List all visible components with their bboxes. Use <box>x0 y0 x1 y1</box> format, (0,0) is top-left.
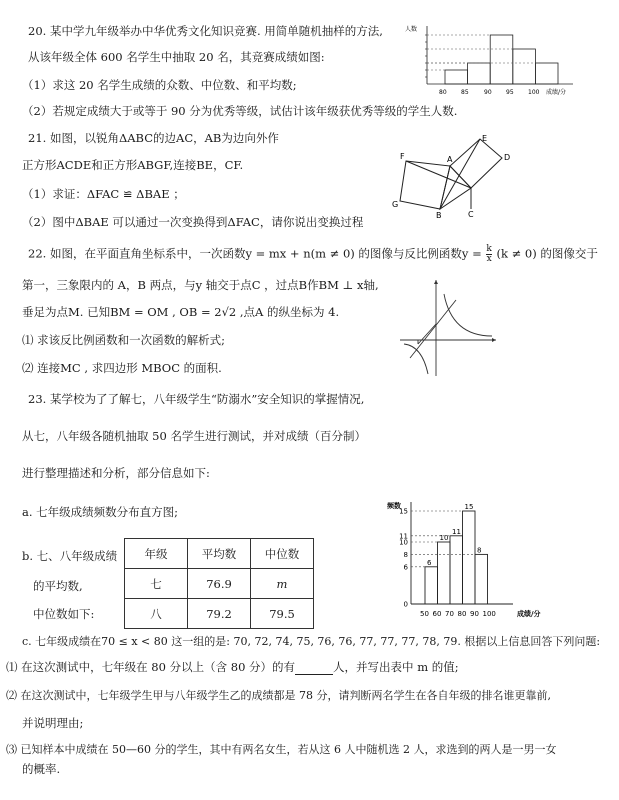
table-header: 年级 <box>125 539 188 569</box>
q23-ytick: 0 <box>403 600 408 609</box>
q23-item-a: a. 七年级成绩频数分布直方图; <box>22 505 179 519</box>
q20-bar <box>468 63 491 84</box>
q22-frac-den: x <box>486 254 492 264</box>
q23-bar <box>450 536 463 604</box>
q22-frac-num: k <box>486 244 492 254</box>
q22-line1b: (k ≠ 0) 的图像交于 <box>496 246 598 261</box>
q21-label-B: B <box>436 211 442 220</box>
table-cell: m <box>251 569 314 599</box>
table-cell: 八 <box>125 599 188 629</box>
q22-part1: ⑴ 求该反比例函数和一次函数的解析式; <box>22 333 226 347</box>
table-cell: 76.9 <box>188 569 251 599</box>
q21-label-G: G <box>392 200 399 209</box>
q23-bar <box>438 542 451 604</box>
q20-bar <box>490 35 513 84</box>
q23-sub1b: 人，并写出表中 m 的值; <box>333 660 459 674</box>
q20-xtick: 90 <box>484 89 492 96</box>
q23-bar <box>425 567 438 604</box>
q23-sub3a: ⑶ 已知样本中成绩在 50—60 分的学生，其中有两名女生，若从这 6 人中随机选 2 人，求选到的两人是一男一女 <box>6 743 557 756</box>
q21-label-C: C <box>468 210 474 219</box>
q20-bar <box>535 63 558 84</box>
q23-ytick: 15 <box>399 507 408 516</box>
q23-stats-table <box>124 538 314 629</box>
q21-part1: （1）求证：ΔFAC ≌ ΔBAE ； <box>22 187 185 201</box>
q22-part2: ⑵ 连接MC , 求四边形 MBOC 的面积. <box>22 361 222 375</box>
q21-label-F: F <box>400 152 405 161</box>
q20-line2: 从该年级全体 600 名学生中抽取 20 名，其竞赛成绩如图: <box>28 50 325 64</box>
q23-sub1 <box>6 660 459 675</box>
q21-label-A: A <box>447 155 453 164</box>
q23-xtick: 100 <box>482 610 496 618</box>
q23-ytick: 8 <box>403 550 408 559</box>
table-header: 中位数 <box>251 539 314 569</box>
q20-line1: 20. 某中学九年级举办中华优秀文化知识竞赛. 用简单随机抽样的方法, <box>28 24 383 38</box>
q22-line1 <box>28 245 598 264</box>
q23-item-b1: b. 七、八年级成绩 <box>22 549 118 563</box>
q20-ylabel: 人数 <box>405 26 418 33</box>
q23-ylabel: 频数 <box>387 502 401 510</box>
q21-label-D: D <box>504 153 511 162</box>
q23-line2: 从七，八年级各随机抽取 50 名学生进行测试，并对成绩（百分制） <box>22 429 366 443</box>
q23-histogram <box>385 498 565 623</box>
q23-bar-label: 15 <box>464 503 474 511</box>
q20-part2: （2）若规定成绩大于或等于 90 分为优秀等级，试估计该年级获优秀等级的学生人数. <box>22 104 458 118</box>
q20-xtick: 100 <box>528 89 540 96</box>
q23-item-b3: 中位数如下: <box>33 607 95 621</box>
q23-ytick: 10 <box>399 538 408 547</box>
q20-xlabel: 成绩/分 <box>546 89 567 96</box>
table-row <box>125 539 314 569</box>
q23-bar-label: 6 <box>427 558 432 567</box>
q23-sub2b: 并说明理由; <box>22 716 84 730</box>
table-cell: 79.2 <box>188 599 251 629</box>
q23-line3: 进行整理描述和分析，部分信息如下: <box>22 466 210 480</box>
q23-bar <box>475 554 488 604</box>
table-cell: 七 <box>125 569 188 599</box>
q23-xtick: 90 <box>470 610 479 618</box>
q23-bar-label: 11 <box>452 527 461 536</box>
q23-line1: 23. 某学校为了了解七，八年级学生“防溺水”安全知识的掌握情况, <box>28 392 365 406</box>
q23-xlabel: 成绩/分 <box>517 610 541 618</box>
q20-histogram <box>405 22 580 97</box>
q23-bar <box>463 511 476 604</box>
q20-bar <box>513 49 536 84</box>
q21-line2: 正方形ACDE和正方形ABGF,连接BE，CF. <box>22 158 244 172</box>
q20-xtick: 95 <box>506 89 514 96</box>
q23-ytick: 11 <box>399 532 408 541</box>
q23-sub1a: ⑴ 在这次测试中，七年级在 80 分以上（含 80 分）的有 <box>6 660 296 674</box>
table-cell: 79.5 <box>251 599 314 629</box>
q22-line3: 垂足为点M. 已知BM = OM , OB = 2√2 ,点A 的纵坐标为 4. <box>22 305 340 319</box>
q20-xtick: 80 <box>439 89 447 96</box>
q23-bar-label: 8 <box>477 546 482 555</box>
q21-label-E: E <box>482 135 488 143</box>
q23-xtick: 60 <box>432 610 442 618</box>
q20-bar <box>445 70 468 84</box>
table-row <box>125 599 314 629</box>
q23-item-c: c. 七年级成绩在70 ≤ x < 80 这一组的是: 70, 72, 74, 75, 76, 76, 77, 77, 77, 78, 79. 根据以上信息回答下列问题: <box>22 635 601 648</box>
q23-bar-label: 10 <box>439 534 449 542</box>
q20-part1: （1）求这 20 名学生成绩的众数、中位数、和平均数; <box>22 78 297 92</box>
q22-line2: 第一，三象限内的 A，B 两点，与y 轴交于点C ，过点B作BM ⊥ x轴, <box>22 278 379 292</box>
q22-coordinate-figure <box>400 278 500 378</box>
q21-geometry-figure <box>392 135 532 225</box>
q23-item-b2: 的平均数, <box>33 579 83 593</box>
q23-xtick: 80 <box>457 610 467 618</box>
q20-xtick: 85 <box>461 89 469 96</box>
table-row <box>125 569 314 599</box>
q23-xtick: 50 <box>420 610 429 618</box>
q23-ytick: 6 <box>403 563 408 572</box>
table-header: 平均数 <box>188 539 251 569</box>
q23-sub3b: 的概率. <box>22 762 61 776</box>
q21-line1: 21. 如图，以锐角ΔABC的边AC，AB为边向外作 <box>28 131 279 145</box>
q22-line1a: 22. 如图，在平面直角坐标系中，一次函数y = mx + n(m ≠ 0) 的图像与反比例函数y = <box>28 246 486 261</box>
q21-part2: （2）图中ΔBAE 可以通过一次变换得到ΔFAC，请你说出变换过程 <box>22 215 364 229</box>
q23-sub2a: ⑵ 在这次测试中，七年级学生甲与八年级学生乙的成绩都是 78 分，请判断两名学生在各自年级的排名谁更靠前, <box>6 689 551 702</box>
answer-blank[interactable] <box>295 663 333 675</box>
q23-xtick: 70 <box>445 610 454 618</box>
